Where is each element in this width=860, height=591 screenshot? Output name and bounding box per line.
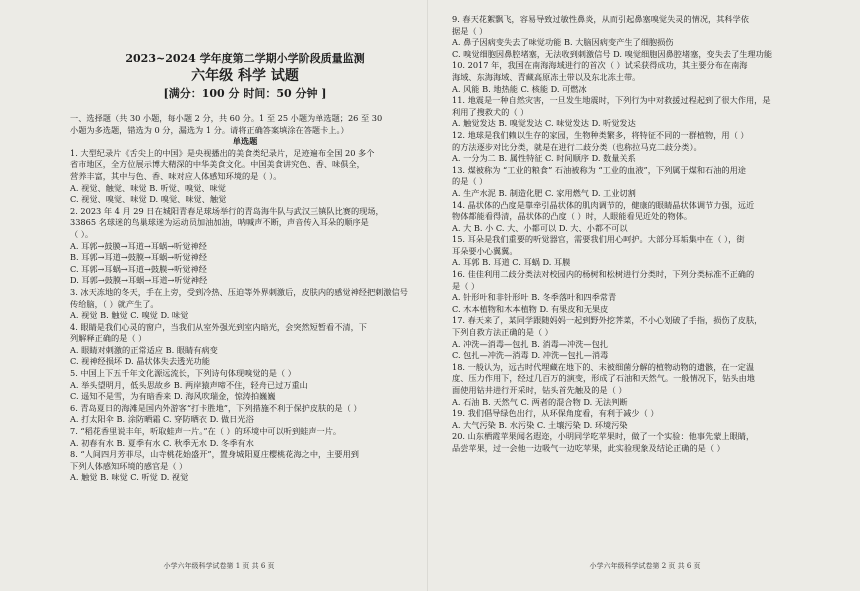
question-line: 下列人体感知环境的感官是（ ） [70, 460, 188, 471]
question-line: C. 嗅觉细胞因鼻腔堵塞，无法收到刺激信号 D. 嗅觉细胞因鼻腔堵塞，变失去了生理功能 [452, 48, 773, 59]
question-line: （ ）。 [70, 228, 94, 239]
question-line: 12. 地球是我们赖以生存的家园，生物种类繁多，将特征不同的一群植物，用（ ） [452, 129, 749, 140]
question-line: 33865 名球迷的鸟巢球迷为运动员加油加油，呐喊声不断，声音传入耳朵的顺序是 [70, 217, 369, 228]
question-line: C. 木本植物和木本植物 D. 有果皮和无果皮 [452, 303, 609, 314]
question-line: D. 耳郭→鼓膜→耳蜗→耳道→听觉神经 [70, 275, 208, 286]
question-line: 20. 山东栖霞苹果闻名遐迩，小明同学吃苹果时，做了一个实验：他事先蒙上眼睛， [452, 431, 755, 442]
question-line: A. 视觉 B. 触觉 C. 嗅觉 D. 味觉 [70, 310, 189, 321]
question-line: 10. 2017 年，我国在南海海域进行的首次（ ）试采获得成功，其主要分布在南海 [452, 60, 748, 71]
question-line: 15. 耳朵是我们重要的听觉器官，需要我们用心呵护。大部分耳垢集中在（ ），街 [452, 234, 745, 245]
question-line: 8. “人间四月芳菲尽，山寺桃花始盛开”，置身城阳夏庄樱桃花海之中，主要用到 [70, 449, 359, 460]
question-line: A. 石油 B. 天然气 C. 两者的混合物 D. 无法判断 [452, 396, 628, 407]
question-line: 6. 青岛夏日的海滩是国内外游客“打卡胜地”，下列措施不利于保护皮肤的是（ ） [70, 402, 362, 413]
question-line: 13. 煤被称为 “工业的粮食” 石油被称为 “工业的血液”，下列属于煤和石油的用途 [452, 164, 746, 175]
question-line: 品尝苹果，过一会他一边吸气一边吃苹果，此实验现象及结论正确的是（ ） [452, 442, 725, 453]
question-line: 列解释正确的是（ ） [70, 333, 147, 344]
question-line: 5. 中国上下五千年文化源远流长，下列诗句体现嗅觉的是（ ） [70, 368, 296, 379]
question-line: 的是（ ） [452, 176, 488, 187]
question-line: 2. 2023 年 4 月 29 日在城阳青春足球场举行的青岛海牛队与武汉三镇队比赛的现场， [70, 205, 384, 216]
page-footer-left: 小学六年级科学试卷第 1 页 共 6 页 [163, 562, 275, 570]
question-line: A. 大气污染 B. 水污染 C. 土壤污染 D. 环境污染 [452, 419, 628, 430]
question-line: C. 遥知不是雪，为有暗香来 D. 海风吹瑞金，惊涛拍巍巍 [70, 391, 276, 402]
question-line: 传给脑，（ ）就产生了。 [70, 298, 159, 309]
question-line: 一、选择题（共 30 小题，每小题 2 分，共 60 分。1 至 25 小题为单选题；26 至 30 [70, 113, 383, 123]
question-line: 度、压力作用下，经过几百万的演变，形成了石油和天然气。一般情况下，钻头由地 [452, 373, 755, 384]
question-line: A. 鼻子因病变失去了味觉功能 B. 大脑因病变产生了细胞损伤 [452, 37, 674, 48]
right-question-body [452, 14, 840, 455]
question-line: 19. 我们倡导绿色出行，从环保角度看，有利于减少（ ） [452, 408, 659, 419]
question-line: 营养丰富，其中与色、香、味对应人体感知环境的是（ ）。 [70, 170, 282, 181]
question-line: 是（ ） [452, 280, 480, 291]
question-line: 的方法逐步对比分类，就是在进行二歧分类（也称拉马克二歧分类）。 [452, 141, 702, 152]
question-line: C. 视觉、嗅觉、味觉 D. 嗅觉、味觉、触觉 [70, 194, 227, 205]
question-line: 4. 眼睛是我们心灵的窗户，当我们从室外强光到室内暗光，会突然短暂看不清，下 [70, 321, 367, 332]
page-footer-right: 小学六年级科学试卷第 2 页 共 6 页 [589, 562, 701, 570]
question-line: 小题为多选题，错选为 0 分，漏选为 1 分。请将正确答案填涂在答题卡上。） [70, 124, 349, 135]
question-line: A. 触觉发达 B. 嗅觉发达 C. 味觉发达 D. 听觉发达 [452, 118, 636, 129]
question-line: 下列自救方法正确的是（ ） [452, 327, 553, 338]
question-line: 耳朵要小心翼翼。 [452, 245, 518, 256]
question-line: A. 举头望明月，低头思故乡 B. 两岸猿声啼不住，轻舟已过万重山 [70, 379, 308, 390]
question-line: A. 耳郭 B. 耳道 C. 耳蜗 D. 耳膜 [452, 257, 571, 268]
question-line: 1. 大型纪录片《舌尖上的中国》是央视播出的美食类纪录片，足迹遍布全国 20 多个 [70, 147, 375, 158]
question-line: 17. 春天来了，某同学跟随妈妈一起到野外挖荠菜，不小心划破了手指，损伤了皮肤， [452, 315, 763, 326]
question-line: 物体都能看得清，晶状体的凸度（ ）时，人眼能看见近处的物体。 [452, 211, 693, 222]
question-line: A. 打太阳伞 B. 涂防晒霜 C. 穿防晒衣 D. 做日光浴 [70, 414, 254, 425]
question-line: A. 针形叶和非针形叶 B. 冬季落叶和四季常青 [452, 292, 617, 303]
question-line: A. 一分为二 B. 属性特征 C. 时间顺序 D. 数量关系 [452, 153, 636, 164]
question-line: 海域、东海海域、青藏高原冻土带以及东北冻土带。 [452, 71, 641, 82]
question-line: 14. 晶状体的凸度是靠牵引晶状体的肌肉调节的，健康的眼睛晶状体调节力强，远近 [452, 199, 755, 210]
exam-info: [满分：100 分 时间：50 分钟 ] [163, 87, 327, 100]
question-line: A. 大 B. 小 C. 大、小都可以 D. 大、小都不可以 [452, 222, 628, 233]
question-line: 16. 佳佳利用二歧分类法对校园内的杨树和松树进行分类时，下列分类标准不正确的 [452, 269, 755, 280]
exam-page-right [436, 0, 854, 591]
exam-subtitle: 六年级 科学 试题 [191, 68, 299, 84]
section-heading: 单选题 [232, 136, 258, 147]
question-line: C. 耳郭→耳蜗→耳道→鼓膜→听觉神经 [70, 263, 207, 274]
question-line: B. 耳郭→耳道→鼓膜→耳蜗→听觉神经 [70, 252, 207, 263]
question-line: 省市地区，全方位展示博大精深的中华美食文化。中国美食讲究色、香、味俱全， [70, 159, 365, 170]
question-line: 利用了搜救犬的（ ） [452, 106, 529, 117]
exam-page-left [10, 0, 428, 591]
left-question-body [70, 113, 420, 484]
question-line: 11. 地震是一种自然灾害，一旦发生地震时，下列行为中对救援过程起到了很大作用，是 [452, 95, 771, 106]
question-line: 3. 冰天冻地的冬天，手在上旁，受到冷热、压迫等外界刺激后，皮肤内的感觉神经把刺激信号 [70, 286, 408, 297]
question-line: 18. 一般认为，远古时代埋藏在地下的、未被细菌分解的植物动物的遗骸，在一定温 [452, 361, 755, 372]
exam-title: 2023~2024 学年度第二学期小学阶段质量监测 [125, 52, 365, 65]
question-line: 面使用钻井进行开采时，钻头首先触及的是（ ） [452, 385, 627, 395]
page-fold-divider [427, 0, 429, 591]
question-line: C. 包扎—冲洗—消毒 D. 冲洗—包扎—消毒 [452, 350, 609, 361]
question-line: A. 耳郭→鼓膜→耳道→耳蜗→听觉神经 [70, 240, 207, 251]
question-line: A. 风能 B. 地热能 C. 核能 D. 可燃冰 [452, 83, 587, 94]
question-line: 9. 春天花絮飘飞，容易导致过敏性鼻炎，从而引起鼻塞嗅觉失灵的情况，其科学依 [452, 14, 749, 24]
question-line: A. 生产水泥 B. 制造化肥 C. 家用燃气 D. 工业切割 [452, 187, 636, 198]
question-line: A. 眼睛对刺激的正常适应 B. 眼睛有病变 [70, 344, 218, 355]
question-line: A. 冲洗—消毒—包扎 B. 消毒—冲洗—包扎 [452, 338, 608, 349]
question-line: 据是（ ） [452, 25, 488, 36]
question-line: A. 触觉 B. 味觉 C. 听觉 D. 视觉 [70, 472, 189, 483]
question-line: C. 视神经损坏 D. 晶状体失去透光功能 [70, 356, 210, 367]
question-line: 7. “稻花香里说丰年，听取蛙声一片。”在（ ）的环境中可以听到蛙声一片。 [70, 426, 342, 437]
question-line: A. 视觉、触觉、味觉 B. 听觉、嗅觉、味觉 [70, 182, 226, 193]
question-line: A. 初春有水 B. 夏季有水 C. 秋季无水 D. 冬季有水 [70, 437, 254, 448]
